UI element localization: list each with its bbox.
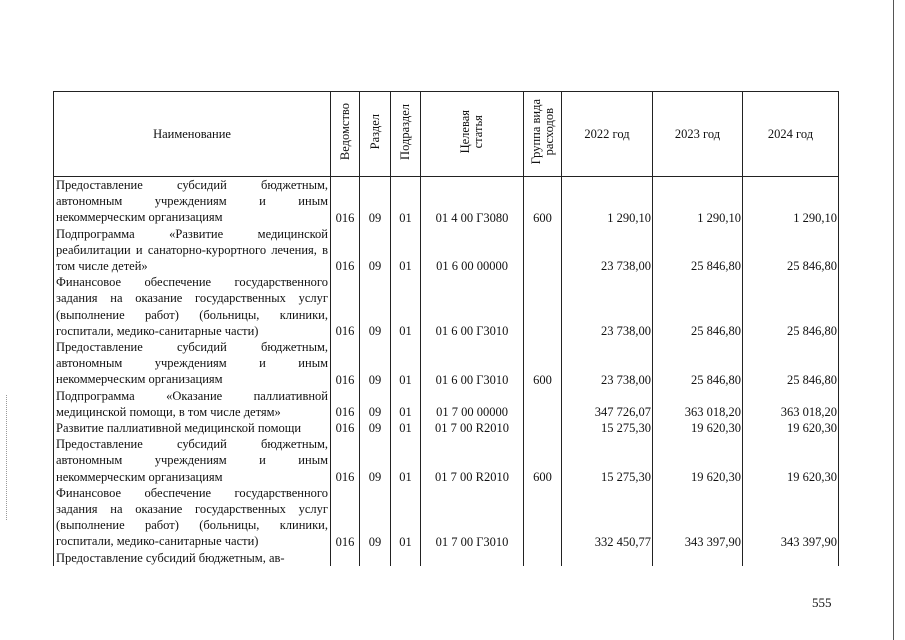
cell-target: 01 6 00 00000 [421, 226, 524, 275]
cell-department: 016 [331, 339, 360, 388]
cell-expense [524, 274, 562, 339]
cell-y2023: 1 290,10 [653, 177, 743, 226]
cell-y2022 [562, 550, 653, 566]
cell-name: Подпрограмма «Оказание паллиативной медицинской помощи, в том числе детям» [54, 388, 331, 420]
cell-y2022: 15 275,30 [562, 420, 653, 436]
table-row [54, 339, 839, 388]
cell-y2023: 343 397,90 [653, 485, 743, 550]
header-year-2024: 2024 год [743, 92, 839, 177]
cell-expense [524, 485, 562, 550]
cell-y2022: 1 290,10 [562, 177, 653, 226]
cell-section: 09 [360, 177, 391, 226]
scan-margin-dots [6, 395, 8, 520]
header-target-article: Целевая статья [421, 92, 524, 177]
cell-y2024: 25 846,80 [743, 339, 839, 388]
cell-expense [524, 420, 562, 436]
header-expense-group: Группа вида расходов [524, 92, 562, 177]
cell-target: 01 4 00 Г3080 [421, 177, 524, 226]
cell-subsection: 01 [391, 388, 421, 420]
cell-y2024: 25 846,80 [743, 226, 839, 275]
cell-expense [524, 550, 562, 566]
cell-expense [524, 226, 562, 275]
cell-target: 01 7 00 R2010 [421, 436, 524, 485]
cell-y2023: 363 018,20 [653, 388, 743, 420]
header-department: Ведомство [331, 92, 360, 177]
cell-name: Подпрограмма «Развитие медицинской реабилитации и санаторно-курортного лечения, в том числе детей» [54, 226, 331, 275]
cell-y2023: 19 620,30 [653, 436, 743, 485]
cell-section: 09 [360, 485, 391, 550]
cell-name: Финансовое обеспечение государственного задания на оказание государственных услуг (выполнение работ) (больницы, клиники, госпитали, медико-санитарные части) [54, 485, 331, 550]
cell-expense [524, 388, 562, 420]
cell-y2022: 15 275,30 [562, 436, 653, 485]
table-header-row [54, 92, 839, 177]
table-row [54, 226, 839, 275]
cell-section: 09 [360, 420, 391, 436]
budget-table [53, 91, 839, 566]
cell-subsection: 01 [391, 339, 421, 388]
cell-department: 016 [331, 226, 360, 275]
cell-expense: 600 [524, 339, 562, 388]
header-subsection: Подраздел [391, 92, 421, 177]
cell-y2024: 363 018,20 [743, 388, 839, 420]
cell-y2023: 25 846,80 [653, 274, 743, 339]
table-row [54, 177, 839, 226]
cell-target: 01 6 00 Г3010 [421, 339, 524, 388]
cell-y2022: 347 726,07 [562, 388, 653, 420]
table-row [54, 388, 839, 420]
header-year-2022: 2022 год [562, 92, 653, 177]
cell-target: 01 7 00 00000 [421, 388, 524, 420]
cell-section: 09 [360, 436, 391, 485]
cell-name: Предоставление субсидий бюджетным, автономным учреждениям и иным некоммерческим организациям [54, 436, 331, 485]
page-number: 555 [812, 595, 832, 610]
cell-y2022: 23 738,00 [562, 274, 653, 339]
cell-y2022: 23 738,00 [562, 226, 653, 275]
cell-y2024: 19 620,30 [743, 436, 839, 485]
header-section: Раздел [360, 92, 391, 177]
cell-department: 016 [331, 420, 360, 436]
cell-section: 09 [360, 226, 391, 275]
scan-page-edge [893, 0, 894, 640]
cell-name: Финансовое обеспечение государственного задания на оказание государственных услуг (выполнение работ) (больницы, клиники, госпитали, медико-санитарные части) [54, 274, 331, 339]
cell-department [331, 550, 360, 566]
cell-subsection: 01 [391, 177, 421, 226]
cell-expense: 600 [524, 177, 562, 226]
cell-y2023 [653, 550, 743, 566]
cell-department: 016 [331, 485, 360, 550]
cell-department: 016 [331, 274, 360, 339]
cell-target: 01 7 00 R2010 [421, 420, 524, 436]
cell-subsection: 01 [391, 274, 421, 339]
header-year-2023: 2023 год [653, 92, 743, 177]
cell-subsection [391, 550, 421, 566]
table-row-continued [54, 550, 839, 566]
cell-name: Предоставление субсидий бюджетным, автономным учреждениям и иным некоммерческим организациям [54, 339, 331, 388]
cell-y2022: 332 450,77 [562, 485, 653, 550]
table-row [54, 485, 839, 550]
cell-section: 09 [360, 274, 391, 339]
cell-y2024: 19 620,30 [743, 420, 839, 436]
cell-y2022: 23 738,00 [562, 339, 653, 388]
cell-y2024: 1 290,10 [743, 177, 839, 226]
cell-subsection: 01 [391, 226, 421, 275]
cell-department: 016 [331, 388, 360, 420]
cell-expense: 600 [524, 436, 562, 485]
cell-name: Развитие паллиативной медицинской помощи [54, 420, 331, 436]
table-row [54, 420, 839, 436]
cell-y2023: 25 846,80 [653, 226, 743, 275]
cell-subsection: 01 [391, 485, 421, 550]
cell-target: 01 7 00 Г3010 [421, 485, 524, 550]
table-row [54, 436, 839, 485]
cell-section: 09 [360, 339, 391, 388]
cell-name: Предоставление субсидий бюджетным, ав- [54, 550, 331, 566]
cell-section: 09 [360, 388, 391, 420]
cell-name: Предоставление субсидий бюджетным, автономным учреждениям и иным некоммерческим организациям [54, 177, 331, 226]
cell-subsection: 01 [391, 420, 421, 436]
cell-y2024: 25 846,80 [743, 274, 839, 339]
cell-y2023: 19 620,30 [653, 420, 743, 436]
cell-section [360, 550, 391, 566]
cell-y2023: 25 846,80 [653, 339, 743, 388]
header-name: Наименование [54, 92, 331, 177]
cell-y2024: 343 397,90 [743, 485, 839, 550]
cell-y2024 [743, 550, 839, 566]
cell-department: 016 [331, 436, 360, 485]
cell-subsection: 01 [391, 436, 421, 485]
cell-target [421, 550, 524, 566]
cell-department: 016 [331, 177, 360, 226]
table-body [54, 177, 839, 566]
cell-target: 01 6 00 Г3010 [421, 274, 524, 339]
table-row [54, 274, 839, 339]
